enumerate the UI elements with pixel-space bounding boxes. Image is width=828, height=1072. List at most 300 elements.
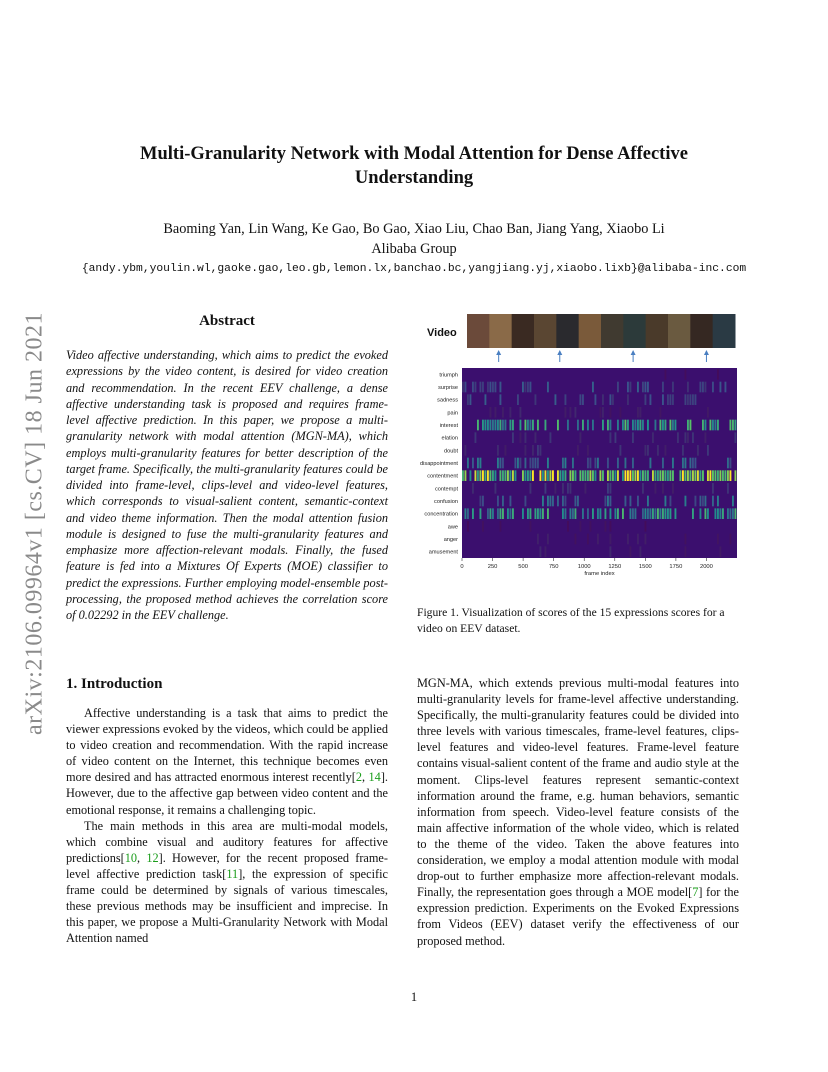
heatmap-cell (505, 420, 507, 431)
heatmap-cell (467, 521, 469, 532)
heatmap-cell (475, 432, 477, 443)
heatmap-cell (610, 496, 612, 507)
heatmap-cell (690, 394, 692, 405)
heatmap-cell (540, 508, 542, 519)
heatmap-cell (707, 445, 709, 456)
heatmap-cell (502, 470, 504, 481)
heatmap-cell (575, 496, 577, 507)
heatmap-cell (595, 470, 597, 481)
heatmap-cell (612, 470, 614, 481)
video-thumbnail (646, 314, 669, 348)
heatmap-cell (732, 496, 734, 507)
heatmap-cell (620, 445, 622, 456)
heatmap-cell (617, 420, 619, 431)
heatmap-cell (517, 394, 519, 405)
heatmap-cell (687, 470, 689, 481)
heatmap-cell (727, 458, 729, 469)
heatmap-cell (582, 470, 584, 481)
heatmap-cell (482, 521, 484, 532)
heatmap-cell (505, 470, 507, 481)
heatmap-cell (550, 496, 552, 507)
citation-link[interactable]: 10 (124, 850, 138, 865)
heatmap-cell (627, 470, 629, 481)
heatmap-cell (487, 470, 489, 481)
heatmap-cell (610, 432, 612, 443)
heatmap-cell (617, 470, 619, 481)
video-thumbnail (601, 314, 624, 348)
heatmap-cell (575, 470, 577, 481)
heatmap-cell (467, 394, 469, 405)
heatmap-cell (685, 432, 687, 443)
heatmap-cell (685, 546, 687, 557)
heatmap-cell (547, 496, 549, 507)
heatmap-cell (617, 508, 619, 519)
heatmap-cell (547, 382, 549, 393)
heatmap-cell (645, 508, 647, 519)
x-tick-label: 500 (518, 564, 528, 570)
video-thumbnail (713, 314, 736, 348)
heatmap-cell (562, 483, 564, 494)
heatmap-cell (490, 508, 492, 519)
video-thumbnail (668, 314, 691, 348)
heatmap-cell (662, 420, 664, 431)
heatmap-cell (512, 432, 514, 443)
heatmap-cell (527, 420, 529, 431)
heatmap-cell (670, 420, 672, 431)
heatmap-cell (495, 382, 497, 393)
heatmap-cell (720, 470, 722, 481)
heatmap-cell (660, 470, 662, 481)
heatmap-cell (647, 382, 649, 393)
heatmap-cell (665, 470, 667, 481)
heatmap-cell (695, 496, 697, 507)
heatmap-cell (510, 508, 512, 519)
heatmap-cell (545, 546, 547, 557)
heatmap-cell (540, 546, 542, 557)
heatmap-cell (497, 458, 499, 469)
heatmap-cell (607, 470, 609, 481)
heatmap-cell (665, 369, 667, 380)
heatmap-cell (467, 508, 469, 519)
heatmap-cell (640, 420, 642, 431)
heatmap-cell (632, 508, 634, 519)
heatmap-cell (520, 458, 522, 469)
heatmap-cell (535, 432, 537, 443)
heatmap-cell (662, 483, 664, 494)
heatmap-cell (735, 420, 737, 431)
heatmap-cell (632, 432, 634, 443)
heatmap-cell (655, 470, 657, 481)
heatmap-cell (647, 496, 649, 507)
heatmap-cell (572, 458, 574, 469)
heatmap-cell (615, 432, 617, 443)
introduction-left-column (66, 705, 388, 946)
x-tick-label: 750 (548, 564, 559, 570)
heatmap-cell (527, 382, 529, 393)
heatmap-cell (512, 508, 514, 519)
heatmap-cell (625, 420, 627, 431)
citation-link[interactable]: 12 (146, 850, 159, 865)
heatmap-cell (467, 458, 469, 469)
heatmap-cell (587, 445, 589, 456)
heatmap-cell (537, 458, 539, 469)
heatmap-cell (527, 508, 529, 519)
section-heading-introduction: 1. Introduction (66, 676, 163, 692)
heatmap-cell (682, 470, 684, 481)
heatmap-cell (632, 458, 634, 469)
heatmap-cell (492, 382, 494, 393)
heatmap-cell (605, 496, 607, 507)
video-thumbnail (690, 314, 713, 348)
heatmap-cell (670, 496, 672, 507)
heatmap-cell (510, 420, 512, 431)
heatmap-cell (462, 382, 464, 393)
heatmap-cell (557, 420, 559, 431)
heatmap-cell (530, 458, 532, 469)
heatmap-cell (587, 458, 589, 469)
heatmap-cell (660, 508, 662, 519)
heatmap-cell (495, 483, 497, 494)
x-tick-label: 250 (487, 564, 498, 570)
heatmap-cell (487, 420, 489, 431)
heatmap-cell (542, 470, 544, 481)
x-tick-label: 1500 (638, 564, 652, 570)
heatmap-cell (482, 470, 484, 481)
heatmap-cell (567, 483, 569, 494)
heatmap-cell (500, 394, 502, 405)
heatmap-cell (652, 508, 654, 519)
heatmap-cell (462, 470, 464, 481)
heatmap-cell (630, 496, 632, 507)
heatmap-cell (667, 470, 669, 481)
heatmap-cell (530, 470, 532, 481)
heatmap-cell (720, 382, 722, 393)
heatmap-cell (690, 470, 692, 481)
heatmap-cell (647, 420, 649, 431)
heatmap-cell (587, 420, 589, 431)
heatmap-cell (725, 470, 727, 481)
heatmap-cell (642, 508, 644, 519)
heatmap-cell (600, 508, 602, 519)
heatmap-cell (635, 470, 637, 481)
heatmap-cell (687, 394, 689, 405)
heatmap-cell (465, 508, 467, 519)
heatmap-cell (712, 483, 714, 494)
heatmap-cell (535, 458, 537, 469)
heatmap-cell (520, 420, 522, 431)
heatmap-cell (722, 508, 724, 519)
heatmap-cell (687, 432, 689, 443)
heatmap-cell (692, 470, 694, 481)
heatmap-cell (702, 420, 704, 431)
heatmap-cell (722, 470, 724, 481)
heatmap-cell (602, 394, 604, 405)
heatmap-cell (587, 534, 589, 545)
heatmap-cell (530, 521, 532, 532)
video-thumbnail (579, 314, 602, 348)
heatmap-cell (477, 420, 479, 431)
x-tick-label: 1750 (669, 564, 683, 570)
x-axis-label: frame index (584, 571, 615, 577)
row-label-pain: pain (447, 410, 458, 417)
heatmap-cell (672, 470, 674, 481)
heatmap-cell (622, 508, 624, 519)
heatmap-cell (575, 534, 577, 545)
heatmap-cell (552, 470, 554, 481)
heatmap-cell (647, 470, 649, 481)
heatmap-cell (675, 508, 677, 519)
heatmap-cell (717, 496, 719, 507)
heatmap-cell (470, 470, 472, 481)
heatmap-cell (537, 420, 539, 431)
heatmap-cell (695, 470, 697, 481)
heatmap-cell (525, 420, 527, 431)
heatmap-cell (640, 546, 642, 557)
heatmap-cell (610, 546, 612, 557)
heatmap-cell (510, 470, 512, 481)
heatmap-cell (672, 394, 674, 405)
heatmap-cell (522, 470, 524, 481)
heatmap-cell (657, 508, 659, 519)
heatmap-cell (517, 458, 519, 469)
heatmap-cell (705, 496, 707, 507)
heatmap-cell (662, 508, 664, 519)
heatmap-cell (637, 407, 639, 418)
heatmap-cell (500, 382, 502, 393)
heatmap-cell (570, 508, 572, 519)
heatmap-cell (515, 458, 517, 469)
heatmap-cell (550, 432, 552, 443)
heatmap-cell (582, 394, 584, 405)
heatmap-cell (565, 394, 567, 405)
heatmap-cell (712, 420, 714, 431)
heatmap-cell (727, 508, 729, 519)
row-label-concentration: concentration (424, 511, 458, 518)
heatmap-cell (717, 420, 719, 431)
heatmap-cell (472, 382, 474, 393)
heatmap-cell (595, 394, 597, 405)
heatmap-cell (675, 420, 677, 431)
heatmap-cell (480, 508, 482, 519)
heatmap-cell (672, 483, 674, 494)
heatmap-cell (720, 546, 722, 557)
heatmap-cell (502, 496, 504, 507)
heatmap-cell (700, 508, 702, 519)
heatmap-cell (552, 496, 554, 507)
heatmap-cell (710, 420, 712, 431)
heatmap-cell (657, 445, 659, 456)
heatmap-cell (492, 508, 494, 519)
heatmap-cell (575, 407, 577, 418)
heatmap-cell (702, 496, 704, 507)
heatmap-cell (480, 382, 482, 393)
citation-link[interactable]: 2 (355, 770, 362, 785)
heatmap-cell (615, 508, 617, 519)
heatmap-cell (610, 508, 612, 519)
heatmap-cell (535, 394, 537, 405)
heatmap-cell (565, 496, 567, 507)
row-label-amusement: amusement (428, 549, 458, 556)
heatmap-cell (730, 508, 732, 519)
title-line-1: Multi-Granularity Network with Modal Attention for Dense Affective (140, 144, 688, 164)
row-label-triumph: triumph (439, 372, 458, 379)
row-label-contentment: contentment (427, 473, 458, 480)
citation-link[interactable]: 14 (368, 770, 381, 785)
heatmap-cell (470, 394, 472, 405)
heatmap-cell (520, 432, 522, 443)
heatmap-cell (580, 432, 582, 443)
intro-paragraph-2-continued: MGN-MA, which extends previous multi-modal features into multi-granularity levels for frame-level affective understanding. Specifically, the multi-granularity features could be divided into three levels with various timescales, frame-level features, clips-level features and video-level features. Frame-level feature contains visual-salient content of the frame and audio style at the moment. Clips-level features represent semantic-context information around the frame, e.g. human behaviors, semantic information from speech. Video-level feature consists of the main affective information of the whole video, which is related to the theme of the video. Taken the above features into consideration, we employ a modal attention module with modal drop-out to further emphasize more affection-relevant modals. Finally, the representation goes through a MOE model[7] for the expression prediction. Experiments on the Evoked Expressions from Videos (EEV) dataset verify the effectiveness of our proposed method. (417, 676, 739, 948)
row-label-awe: awe (447, 524, 458, 531)
heatmap-cell (465, 382, 467, 393)
heatmap-cell (625, 458, 627, 469)
heatmap-cell (535, 508, 537, 519)
heatmap-cell (532, 470, 534, 481)
heatmap-cell (657, 470, 659, 481)
heatmap-cell (482, 382, 484, 393)
heatmap-cell (622, 420, 624, 431)
heatmap-cell (717, 534, 719, 545)
heatmap-cell (662, 458, 664, 469)
heatmap-cell (592, 508, 594, 519)
heatmap-cell (487, 382, 489, 393)
heatmap-cell (627, 420, 629, 431)
arxiv-stamp-text: arXiv:2106.09964v1 [cs.CV] 18 Jun 2021 (21, 312, 48, 735)
heatmap-cell (697, 470, 699, 481)
heatmap-cell (672, 382, 674, 393)
heatmap-cell (525, 445, 527, 456)
heatmap-cell (520, 407, 522, 418)
heatmap-cell (610, 420, 612, 431)
heatmap-cell (592, 382, 594, 393)
heatmap-cell (495, 470, 497, 481)
heatmap-cell (637, 496, 639, 507)
heatmap-cell (670, 508, 672, 519)
heatmap-cell (632, 470, 634, 481)
heatmap-cell (510, 407, 512, 418)
heatmap-cell (727, 483, 729, 494)
heatmap-cell (480, 496, 482, 507)
heatmap-cell (485, 470, 487, 481)
heatmap-cell (582, 508, 584, 519)
heatmap-cell (502, 508, 504, 519)
heatmap-cell (572, 508, 574, 519)
heatmap-cell (612, 394, 614, 405)
heatmap-cell (557, 496, 559, 507)
heatmap-cell (465, 470, 467, 481)
heatmap-cell (570, 407, 572, 418)
heatmap-cell (497, 420, 499, 431)
heatmap-cell (705, 508, 707, 519)
heatmap-cell (587, 470, 589, 481)
heatmap-cell (717, 470, 719, 481)
heatmap-cell (600, 470, 602, 481)
heatmap-cell (475, 470, 477, 481)
citation-link[interactable]: 11 (226, 866, 239, 881)
heatmap-cell (685, 394, 687, 405)
heatmap-cell (735, 508, 737, 519)
abstract-heading: Abstract (199, 313, 255, 329)
heatmap-cell (637, 420, 639, 431)
abstract-text: Video affective understanding, which aims to predict the evoked expressions by the video content, is desired for video creation and recommendation. In the recent EEV challenge, a dense affective understanding task is proposed and requires frame-level affective prediction. In this paper, we propose a multi-granularity network with modal attention (MGN-MA), which employs multi-granularity features for better description of the target frame. Specifically, the multi-granularity features could be divided into frame-level, clips-level and video-level features, which corresponds to visual-salient content, semantic-context and video theme information. Then the modal attention fusion module is designed to fuse the multi-granularity features and emphasize more affection-relevant modals. Finally, the fused feature is fed into a Mixtures Of Experts (MOE) classifier to predict the expressions. Further employing model-ensemble post-processing, the proposed method achieves the correlation score of 0.02292 in the EEV challenge. (66, 348, 388, 622)
paper-title (80, 142, 748, 190)
heatmap-cell (525, 496, 527, 507)
heatmap-cell (492, 470, 494, 481)
heatmap-cell (547, 458, 549, 469)
heatmap-cell (715, 470, 717, 481)
heatmap-cell (547, 508, 549, 519)
heatmap-cell (637, 470, 639, 481)
heatmap-cell (645, 394, 647, 405)
heatmap-cell (680, 470, 682, 481)
heatmap-cell (555, 394, 557, 405)
heatmap-cell (502, 407, 504, 418)
heatmap-cell (525, 432, 527, 443)
row-label-surprise: surprise (438, 385, 458, 391)
heatmap-cell (645, 470, 647, 481)
frame-arrow-head (557, 350, 562, 355)
heatmap-cell (630, 382, 632, 393)
citation-link[interactable]: 7 (692, 885, 699, 900)
heatmap-cell (610, 407, 612, 418)
heatmap-cell (477, 470, 479, 481)
author-emails: {andy.ybm,youlin.wl,gaoke.gao,leo.gb,lemon.lx,banchao.bc,yangjiang.yj,xiaobo.lixb}@alibaba-inc.com (81, 263, 747, 275)
heatmap-cell (707, 407, 709, 418)
heatmap-cell (597, 508, 599, 519)
heatmap-cell (645, 382, 647, 393)
heatmap-cell (577, 496, 579, 507)
heatmap-cell (692, 394, 694, 405)
heatmap-cell (617, 458, 619, 469)
heatmap-cell (672, 458, 674, 469)
intro-paragraph-1: Affective understanding is a task that aims to predict the viewer expressions evoked by the videos, which could be applied to video creation and recommendation. With the rapid increase of video content on the Internet, this technique becomes even more desired and has attracted enormous interest recently[2, 14]. However, due to the affective gap between video content and the emotional response, it remains a challenging topic. (66, 706, 388, 817)
heatmap-cell (625, 496, 627, 507)
arxiv-stamp (20, 290, 50, 760)
frame-arrow-head (704, 350, 709, 355)
heatmap-cell (662, 382, 664, 393)
heatmap-cell (622, 470, 624, 481)
video-thumbnail (489, 314, 512, 348)
heatmap-cell (510, 496, 512, 507)
heatmap-cell (580, 394, 582, 405)
heatmap-cell (477, 458, 479, 469)
heatmap-cell (635, 420, 637, 431)
heatmap-cell (472, 458, 474, 469)
video-thumbnail (556, 314, 579, 348)
heatmap-cell (692, 458, 694, 469)
heatmap-cell (652, 432, 654, 443)
heatmap-cell (500, 458, 502, 469)
heatmap-cell (692, 432, 694, 443)
heatmap-cell (530, 382, 532, 393)
heatmap-cell (502, 420, 504, 431)
heatmap-cell (512, 470, 514, 481)
heatmap-cell (530, 483, 532, 494)
heatmap-cell (495, 407, 497, 418)
heatmap-cell (537, 508, 539, 519)
heatmap-cell (630, 546, 632, 557)
heatmap-cell (585, 470, 587, 481)
heatmap-cell (700, 382, 702, 393)
figure-1 (417, 310, 747, 600)
heatmap-cell (685, 369, 687, 380)
heatmap-cell (567, 521, 569, 532)
heatmap-cell (522, 508, 524, 519)
video-thumbnail (534, 314, 557, 348)
heatmap-cell (515, 470, 517, 481)
heatmap-cell (627, 382, 629, 393)
heatmap-cell (512, 420, 514, 431)
